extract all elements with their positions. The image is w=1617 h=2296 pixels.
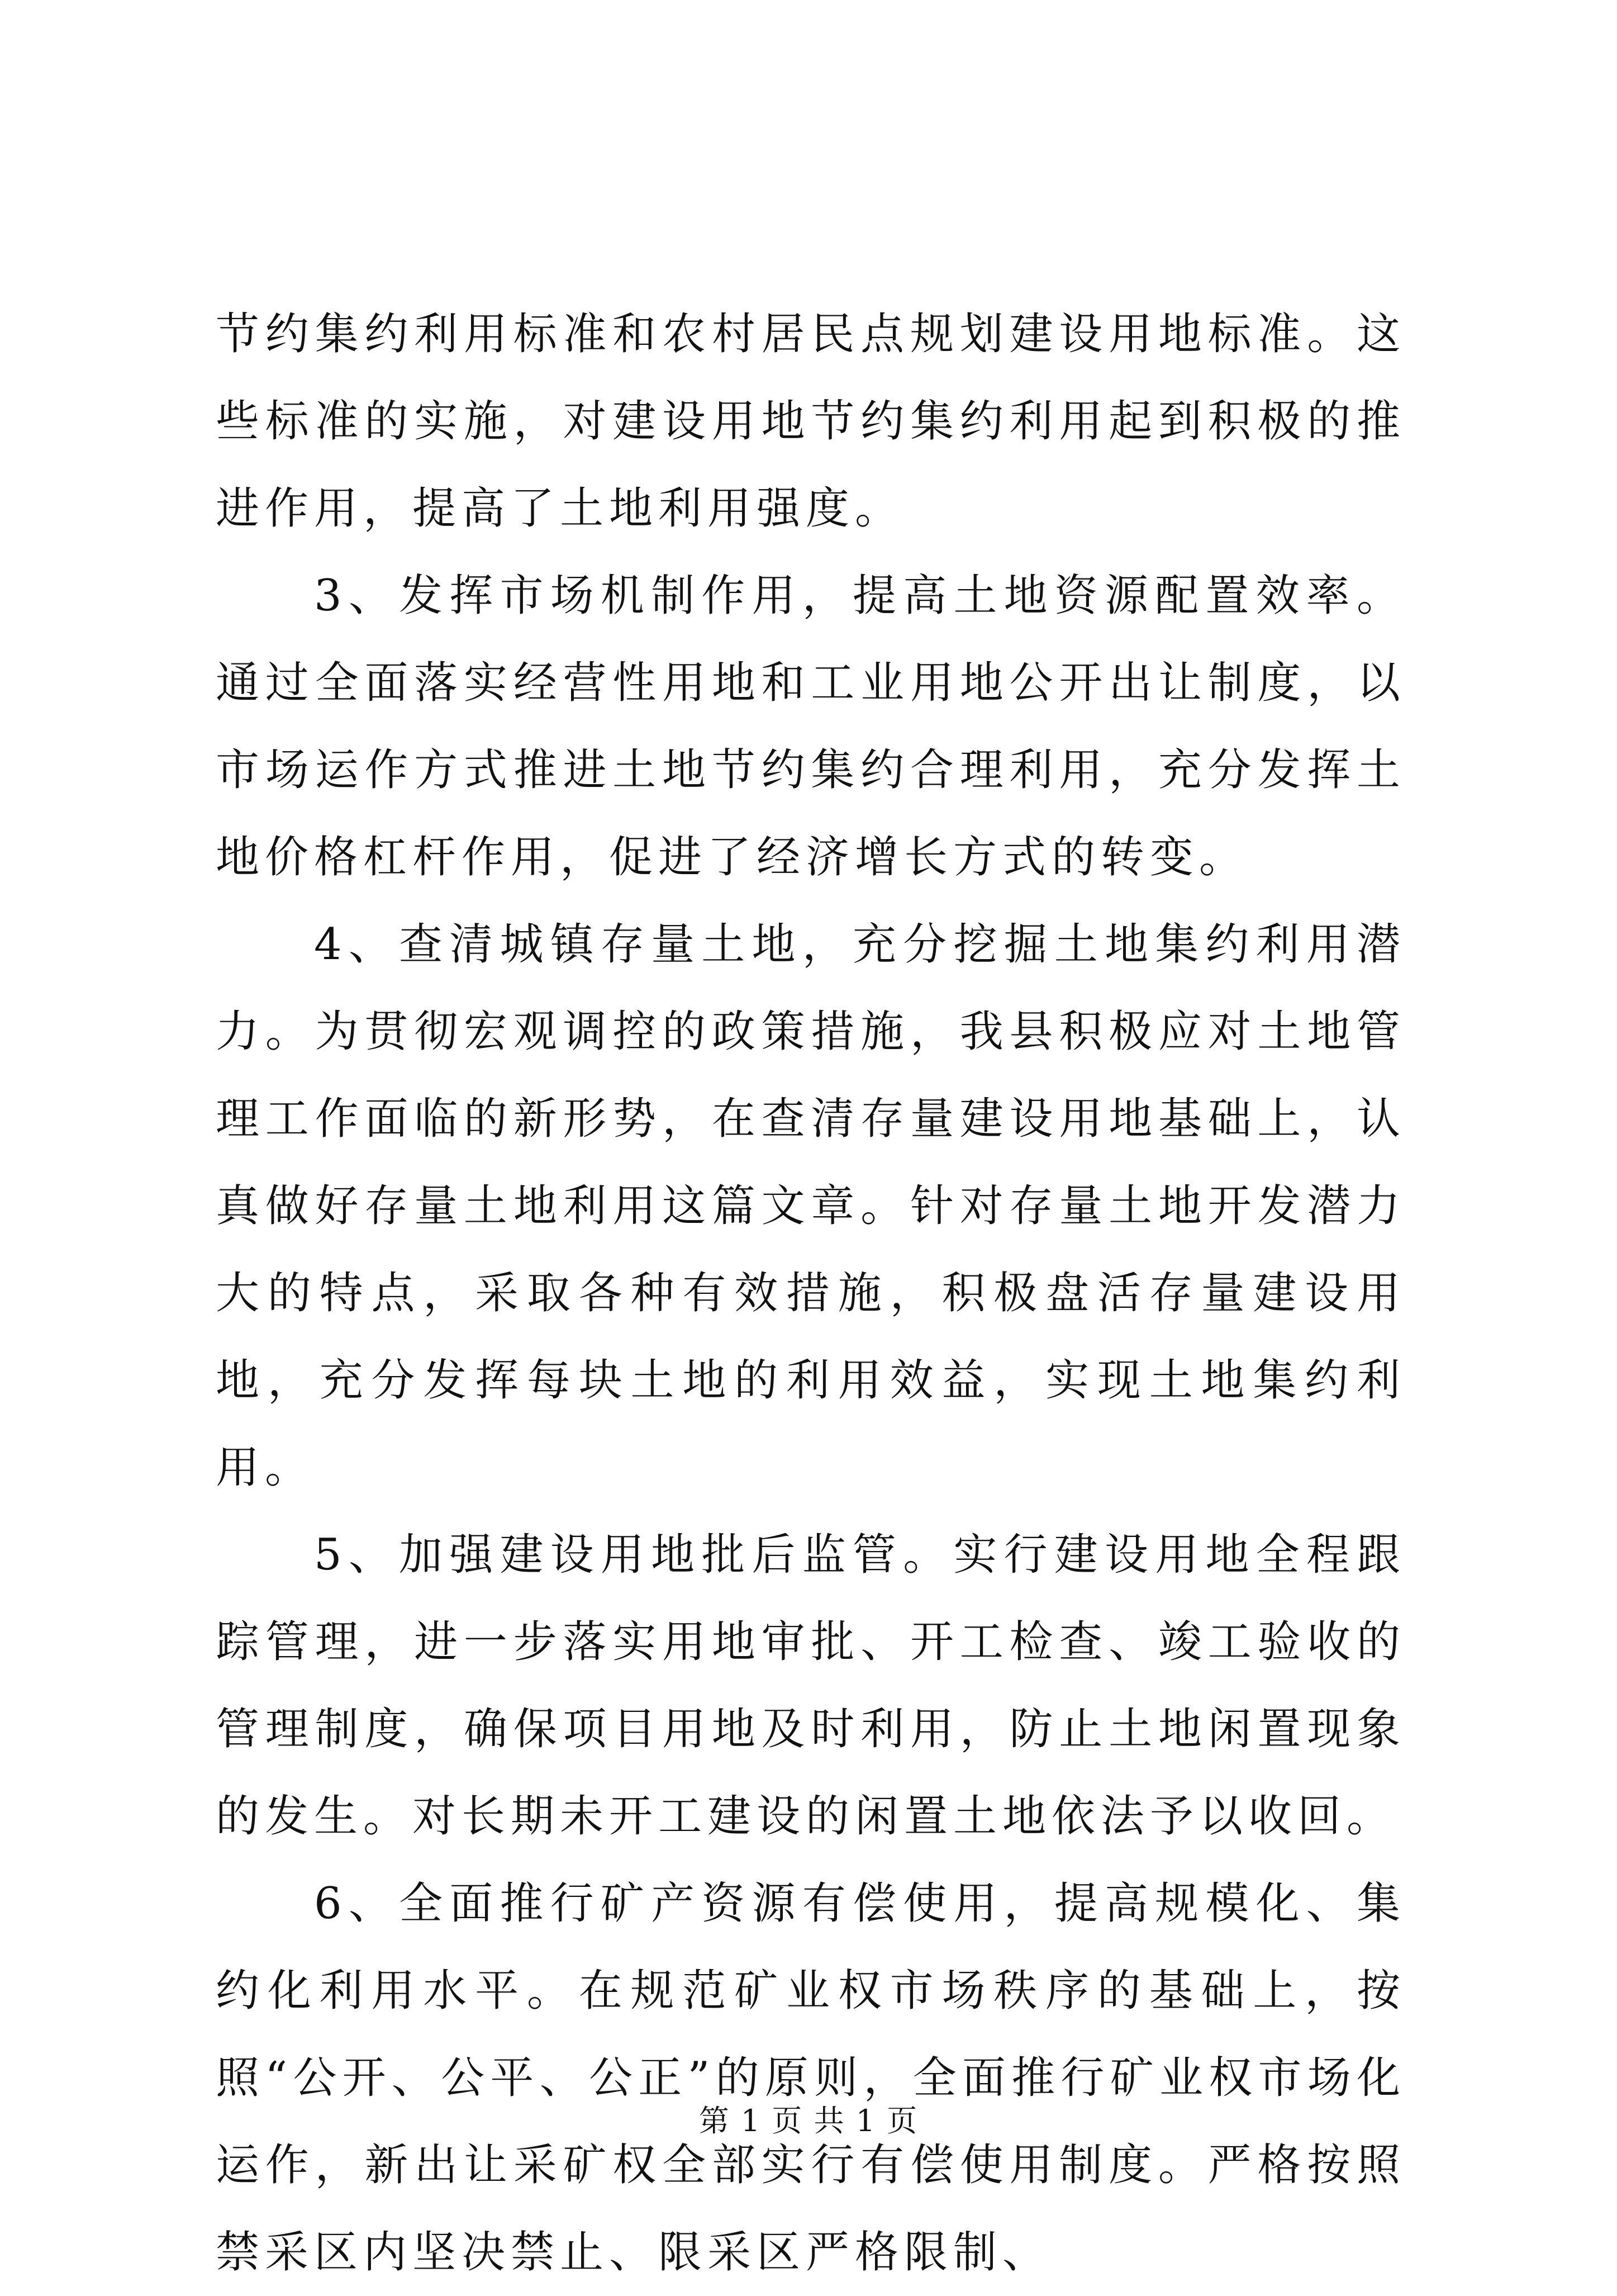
paragraph-continuation: 节约集约利用标准和农村居民点规划建设用地标准。这些标准的实施，对建设用地节约集约利用起到积极的推进作用，提高了土地利用强度。 xyxy=(216,309,1406,534)
document-body xyxy=(216,291,1406,2296)
paragraph-item-5: 5、加强建设用地批后监管。实行建设用地全程跟踪管理，进一步落实用地审批、开工检查、竣工验收的管理制度，确保项目用地及时利用，防止土地闲置现象的发生。对长期未开工建设的闲置土地依法予以收回。 xyxy=(216,1530,1406,1842)
paragraph-item-6: 6、全面推行矿产资源有偿使用，提高规模化、集约化利用水平。在规范矿业权市场秩序的基础上，按照“公开、公平、公正”的原则，全面推行矿业权市场化运作，新出让采矿权全部实行有偿使用制度。严格按照禁采区内坚决禁止、限采区严格限制、 xyxy=(216,1878,1406,2278)
paragraph-item-3: 3、发挥市场机制作用，提高土地资源配置效率。通过全面落实经营性用地和工业用地公开出让制度，以市场运作方式推进土地节约集约合理利用，充分发挥土地价格杠杆作用，促进了经济增长方式的转变。 xyxy=(216,571,1406,883)
page-footer: 第 1 页 共 1 页 xyxy=(698,2103,919,2138)
paragraph-item-4: 4、查清城镇存量土地，充分挖掘土地集约利用潜力。为贯彻宏观调控的政策措施，我县积极应对土地管理工作面临的新形势，在查清存量建设用地基础上，认真做好存量土地利用这篇文章。针对存量土地开发潜力大的特点，采取各种有效措施，积极盘活存量建设用地，充分发挥每块土地的利用效益，实现土地集约利用。 xyxy=(216,919,1406,1493)
